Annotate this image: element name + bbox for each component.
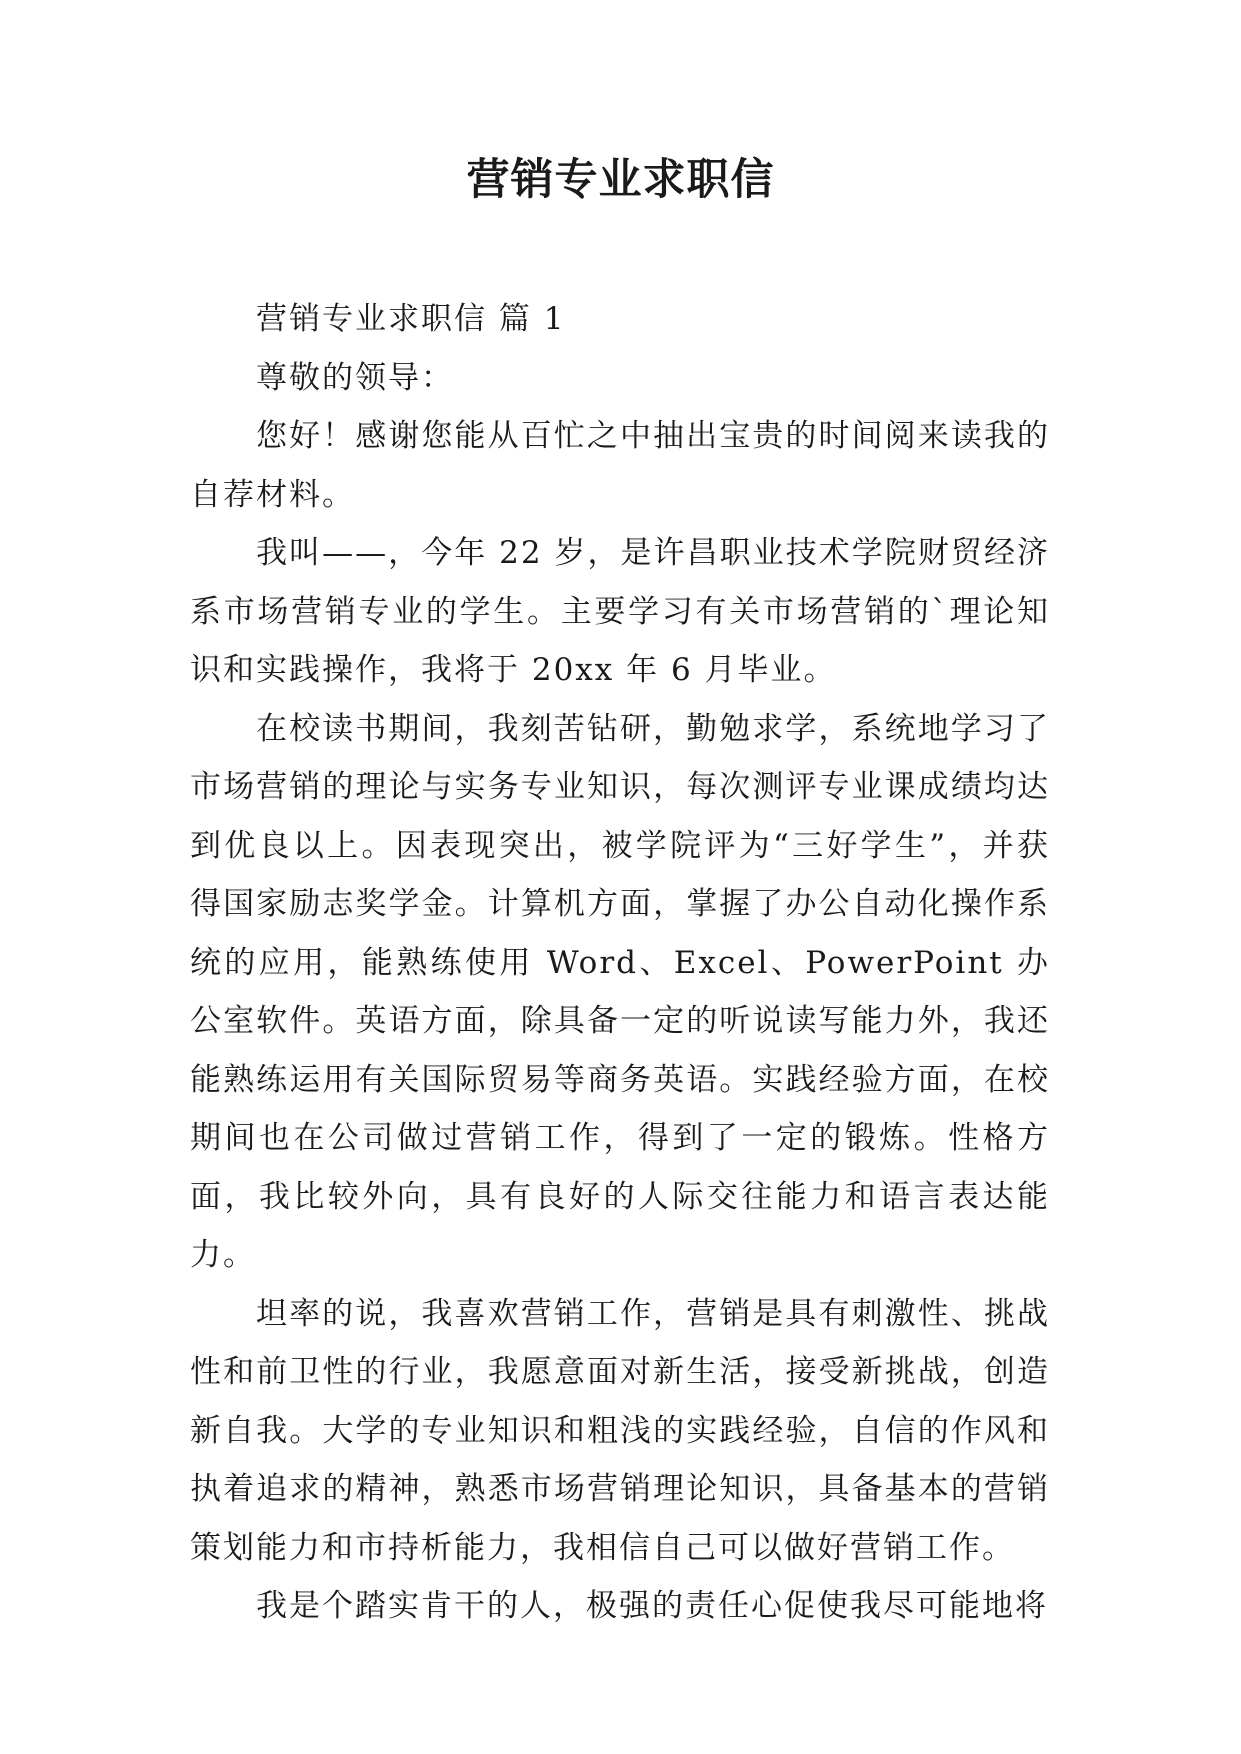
paragraph-greeting: 您好！感谢您能从百忙之中抽出宝贵的时间阅来读我的自荐材料。 [190,418,1050,513]
paragraph-introduction: 我叫——，今年 22 岁，是许昌职业技术学院财贸经济系市场营销专业的学生。主要学习有关市场营销的`理论知识和实践操作，我将于 20xx 年 6 月毕业。 [190,535,1050,688]
paragraph-education: 在校读书期间，我刻苦钻研，勤勉求学，系统地学习了市场营销的理论与实务专业知识，每次测评专业课成绩均达到优良以上。因表现突出，被学院评为“三好学生”，并获得国家励志奖学金。计算机方面，掌握了办公自动化操作系统的应用，能熟练使用 Word、Excel、PowerPoint 办公室软件。英语方面，除具备一定的听说读写能力外，我还能熟练运用有关国际贸易等商务英语。实践经验方面，在校期间也在公司做过营销工作，得到了一定的锻炼。性格方面，我比较外向，具有良好的人际交往能力和语言表达能力。 [190,710,1050,1273]
salutation: 尊敬的领导： [256,359,454,396]
paragraph-character: 我是个踏实肯干的人，极强的责任心促使我尽可能地将 [256,1588,1048,1624]
document-title: 营销专业求职信 [466,155,775,205]
document-body [190,290,1050,1636]
section-heading: 营销专业求职信 篇 1 [256,301,566,337]
paragraph-motivation: 坦率的说，我喜欢营销工作，营销是具有刺激性、挑战性和前卫性的行业，我愿意面对新生活，接受新挑战，创造新自我。大学的专业知识和粗浅的实践经验，自信的作风和执着追求的精神，熟悉市场营销理论知识，具备基本的营销策划能力和市持析能力，我相信自己可以做好营销工作。 [190,1295,1050,1566]
